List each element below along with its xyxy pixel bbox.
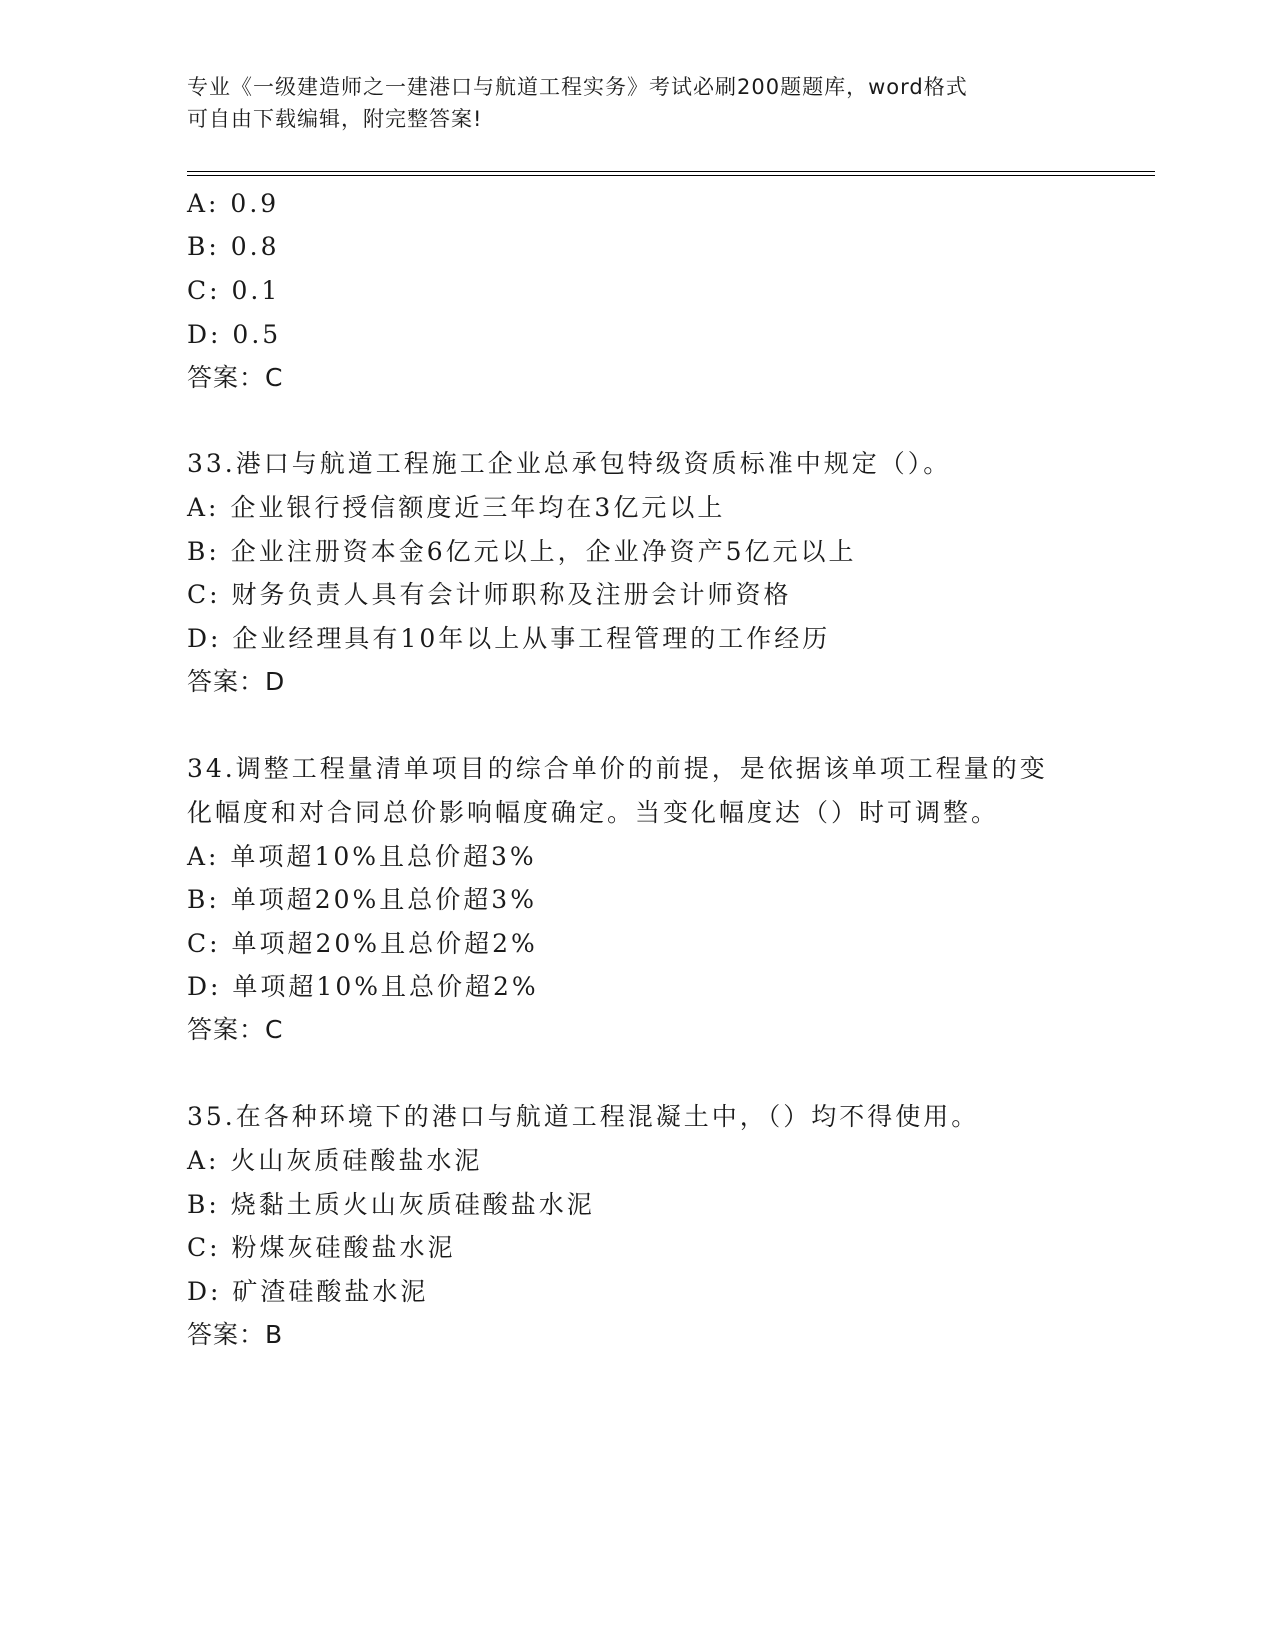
q35-option-c: C: 粉煤灰硅酸盐水泥 — [187, 1233, 456, 1262]
q34-stem-line-2: 化幅度和对合同总价影响幅度确定。当变化幅度达（）时可调整。 — [187, 798, 1000, 827]
q34-option-d: D: 单项超10%且总价超2% — [187, 972, 539, 1001]
q34-option-b: B: 单项超20%且总价超3% — [187, 885, 537, 914]
q32-option-b: B: 0.8 — [187, 232, 280, 261]
q35-option-b: B: 烧黏土质火山灰质硅酸盐水泥 — [187, 1190, 595, 1219]
q33-option-b: B: 企业注册资本金6亿元以上，企业净资产5亿元以上 — [187, 537, 857, 566]
q32-option-c: C: 0.1 — [187, 276, 281, 305]
q35-answer: 答案：B — [187, 1320, 284, 1349]
q34-option-a: A: 单项超10%且总价超3% — [187, 842, 537, 871]
q33-option-d: D: 企业经理具有10年以上从事工程管理的工作经历 — [187, 624, 831, 653]
q33-stem: 33.港口与航道工程施工企业总承包特级资质标准中规定（）。 — [187, 449, 952, 478]
header-rule-top — [187, 171, 1155, 172]
header-title-line-2: 可自由下载编辑，附完整答案! — [187, 107, 483, 131]
q33-option-c: C: 财务负责人具有会计师职称及注册会计师资格 — [187, 580, 792, 609]
q35-option-a: A: 火山灰质硅酸盐水泥 — [187, 1146, 483, 1175]
q34-option-c: C: 单项超20%且总价超2% — [187, 929, 538, 958]
q34-stem-line-1: 34.调整工程量清单项目的综合单价的前提，是依据该单项工程量的变 — [187, 754, 1048, 783]
header-title-line-1: 专业《一级建造师之一建港口与航道工程实务》考试必刷200题题库，word格式 — [187, 75, 968, 99]
q32-option-d: D: 0.5 — [187, 320, 282, 349]
q34-answer: 答案：C — [187, 1015, 284, 1044]
q33-option-a: A: 企业银行授信额度近三年均在3亿元以上 — [187, 493, 726, 522]
q33-answer: 答案：D — [187, 667, 286, 696]
q35-stem: 35.在各种环境下的港口与航道工程混凝土中，（）均不得使用。 — [187, 1102, 980, 1131]
q32-answer: 答案：C — [187, 363, 284, 392]
q35-option-d: D: 矿渣硅酸盐水泥 — [187, 1277, 429, 1306]
q32-option-a: A: 0.9 — [187, 189, 280, 218]
header-rule-bottom — [187, 175, 1155, 176]
